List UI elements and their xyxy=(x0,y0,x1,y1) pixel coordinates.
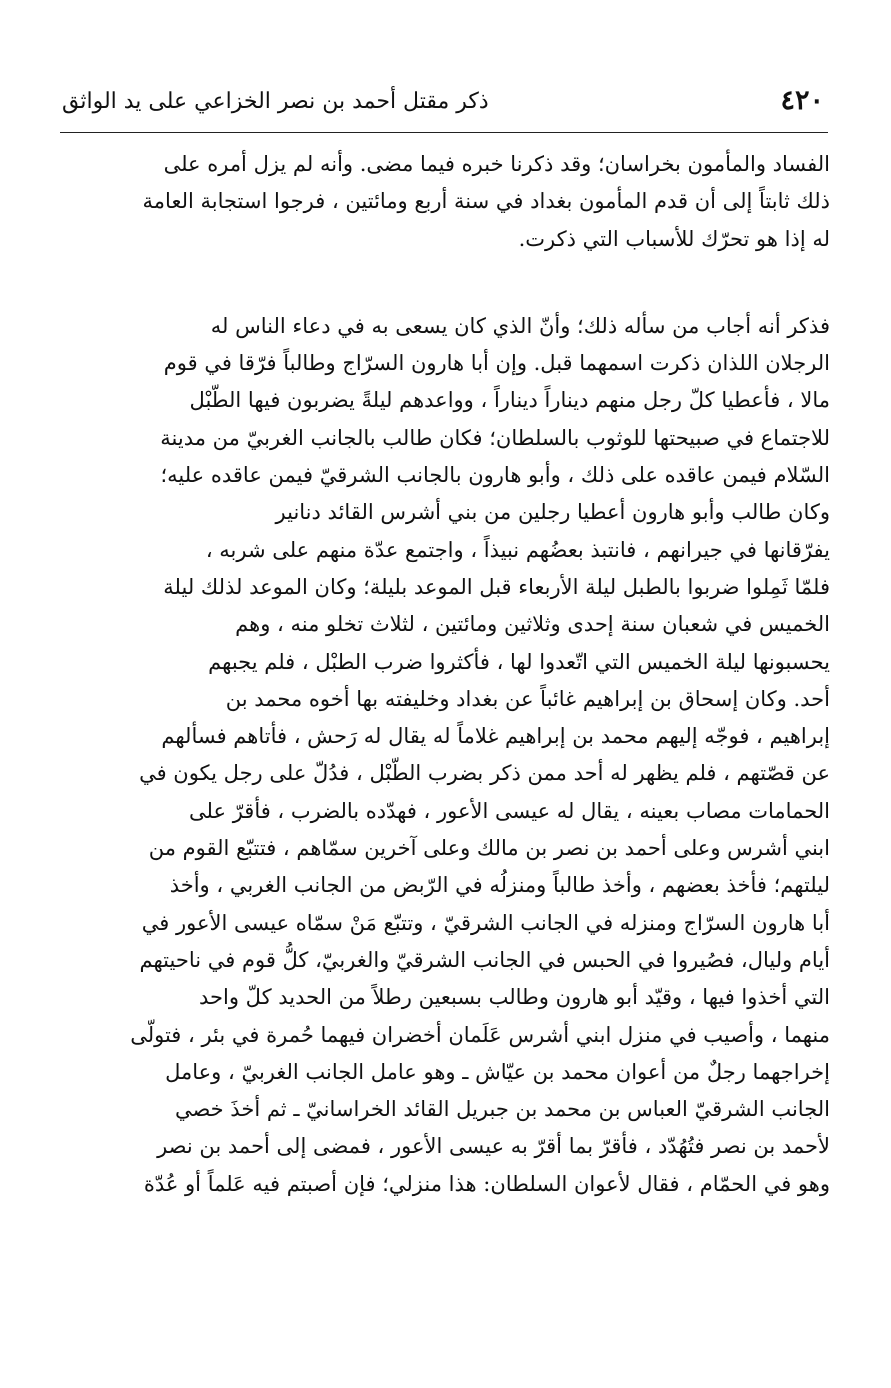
text-line: منهما ، وأصيب في منزل ابني أشرس عَلَمان أخضران فيهما حُمرة في بئر ، فتولّى xyxy=(130,1022,830,1047)
text-line: وهو في الحمّام ، فقال لأعوان السلطان: هذا منزلي؛ فإن أصبتم فيه عَلماً أو عُدّة xyxy=(143,1171,830,1196)
text-line: الرجلان اللذان ذكرت اسمهما قبل. وإن أبا هارون السرّاج وطالباً فرّقا في قوم xyxy=(163,351,830,376)
text-line: عن قصّتهم ، فلم يظهر له أحد ممن ذكر بضرب الطّبْل ، فدُلّ على رجل يكون في xyxy=(139,761,830,786)
text-line: ليلتهم؛ فأخذ بعضهم ، وأخذ طالباً ومنزلُه في الرّبض من الجانب الغربي ، وأخذ xyxy=(169,873,830,898)
paragraph-1 xyxy=(60,146,830,258)
text-line: مالا ، فأعطيا كلّ رجل منهم ديناراً ديناراً ، وواعدهم ليلةً يضربون فيها الطّبْل xyxy=(189,388,830,413)
header-rule xyxy=(60,132,828,133)
text-line: الخميس في شعبان سنة إحدى وثلاثين ومائتين ، لثلاث تخلو منه ، وهم xyxy=(235,612,830,637)
text-line: له إذا هو تحرّك للأسباب التي ذكرت. xyxy=(518,226,830,251)
text-line: يحسبونها ليلة الخميس التي اتّعدوا لها ، فأكثروا ضرب الطبْل ، فلم يجبهم xyxy=(208,649,830,674)
text-line: ابني أشرس وعلى أحمد بن نصر بن مالك وعلى آخرين سمّاهم ، فتتبّع القوم من xyxy=(148,836,830,861)
text-line: أيام وليال، فصُيروا في الحبس في الجانب الشرقيّ والغربيّ، كلُّ قوم في ناحيتهم xyxy=(139,947,830,972)
paragraph-2 xyxy=(60,308,830,1203)
page-header xyxy=(60,84,828,128)
text-line: الجانب الشرقيّ العباس بن محمد بن جبريل القائد الخراسانيّ ـ ثم أخذَ خصي xyxy=(174,1097,830,1122)
text-line: إخراجهما رجلٌ من أعوان محمد بن عيّاش ـ وهو عامل الجانب الغربيّ ، وعامل xyxy=(165,1059,830,1084)
text-line: للاجتماع في صبيحتها للوثوب بالسلطان؛ فكان طالب بالجانب الغربيّ من مدينة xyxy=(160,425,830,450)
text-line: فلمّا ثَمِلوا ضربوا بالطبل ليلة الأربعاء قبل الموعد بليلة؛ وكان الموعد لذلك ليلة xyxy=(163,574,830,599)
running-title: ذكر مقتل أحمد بن نصر الخزاعي على يد الواثق xyxy=(62,89,489,114)
paragraph-gap xyxy=(60,258,830,308)
text-line: أحد. وكان إسحاق بن إبراهيم غائباً عن بغداد وخليفته بها أخوه محمد بن xyxy=(225,686,830,711)
text-line: السّلام فيمن عاقده على ذلك ، وأبو هارون بالجانب الشرقيّ فيمن عاقده عليه؛ xyxy=(160,463,830,488)
text-line: أبا هارون السرّاج ومنزله في الجانب الشرقيّ ، وتتبّع مَنْ سمّاه عيسى الأعور في xyxy=(141,910,830,935)
text-line: فذكر أنه أجاب من سأله ذلك؛ وأنّ الذي كان يسعى به في دعاء الناس له xyxy=(210,313,830,338)
text-line: الفساد والمأمون بخراسان؛ وقد ذكرنا خبره فيما مضى. وأنه لم يزل أمره على xyxy=(163,152,830,176)
text-line: إبراهيم ، فوجّه إليهم محمد بن إبراهيم غلاماً له يقال له رَحش ، فأتاهم فسألهم xyxy=(161,724,830,749)
text-line: ذلك ثابتاً إلى أن قدم المأمون بغداد في سنة أربع ومائتين ، فرجوا استجابة العامة xyxy=(142,189,830,214)
text-line: التي أخذوا فيها ، وقيّد أبو هارون وطالب بسبعين رطلاً من الحديد كلّ واحد xyxy=(199,985,830,1010)
text-line: يفرّقانها في جيرانهم ، فانتبذ بعضُهم نبيذاً ، واجتمع عدّة منهم على شربه ، xyxy=(205,537,830,562)
page-number: ٤٢٠ xyxy=(780,85,824,116)
text-line: لأحمد بن نصر فتُهُدّد ، فأقرّ بما أقرّ به عيسى الأعور ، فمضى إلى أحمد بن نصر xyxy=(157,1134,830,1159)
text-line: وكان طالب وأبو هارون أعطيا رجلين من بني أشرس القائد دنانير xyxy=(275,500,830,525)
text-line: الحمامات مصاب بعينه ، يقال له عيسى الأعور ، فهدّده بالضرب ، فأقرّ على xyxy=(189,798,830,823)
body-text xyxy=(60,146,830,1203)
